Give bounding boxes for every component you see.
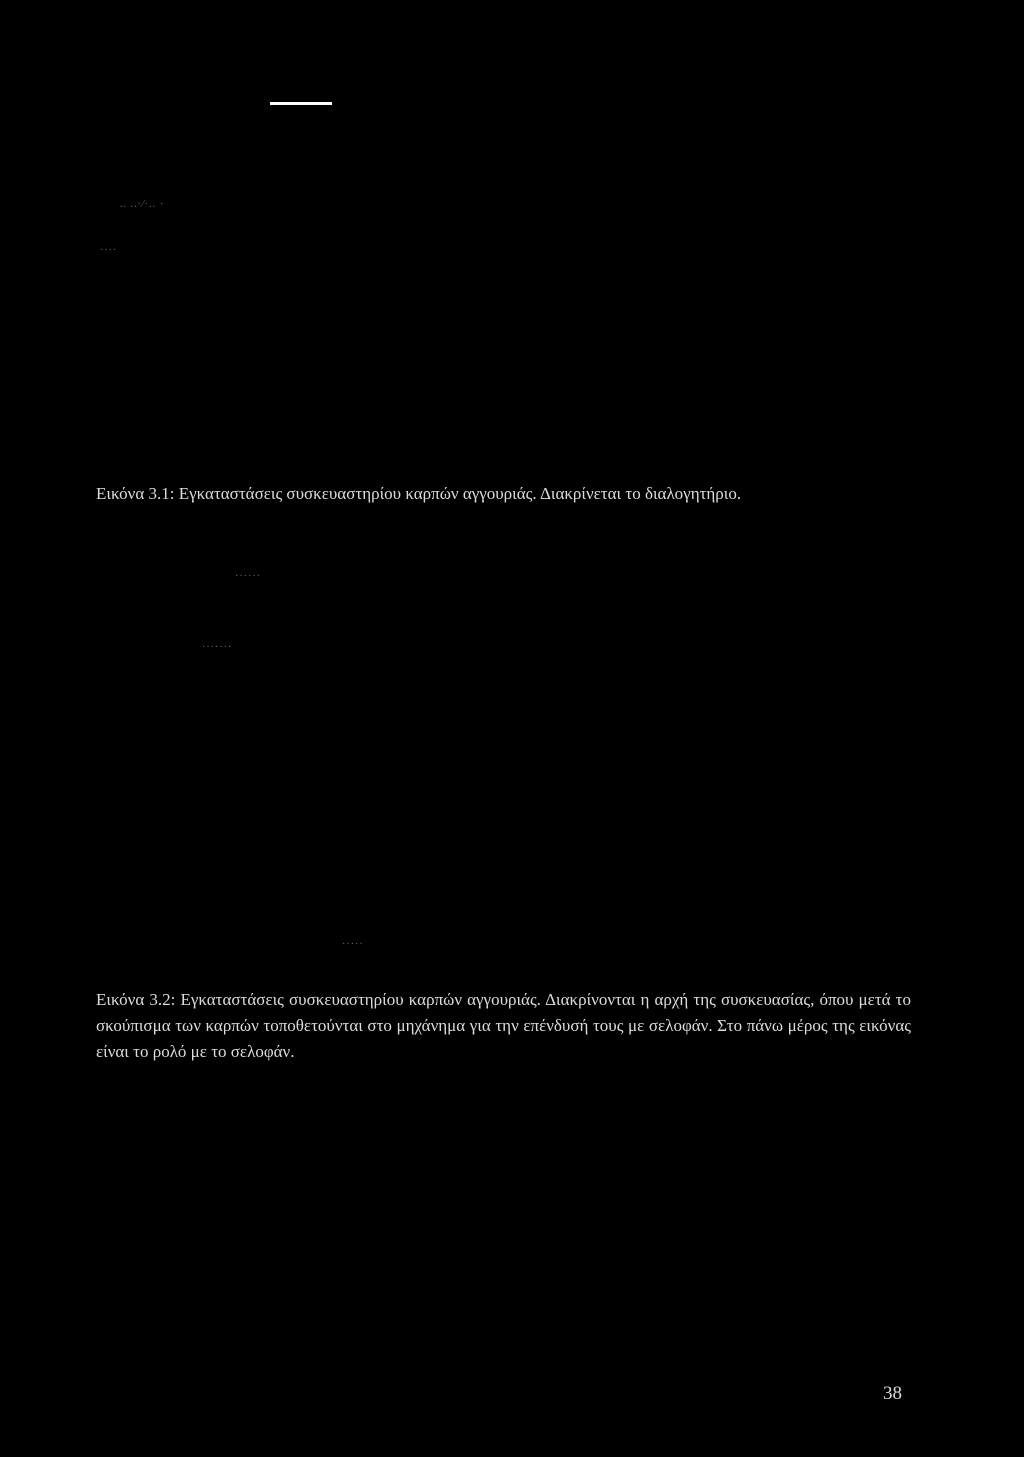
scan-noise: ······· [202,642,233,653]
scan-noise: ···· [100,245,118,256]
scan-mark [270,102,332,105]
scan-noise: .. ..·⁄·‥ · [120,199,165,210]
page-number: 38 [883,1383,902,1404]
figure-1-photo [0,0,1024,475]
scan-noise: ····· [342,939,364,950]
figure-2-caption: Εικόνα 3.2: Εγκαταστάσεις συσκευαστηρίου καρπών αγγουριάς. Διακρίνονται η αρχή της συσκευασίας, όπου μετά το σκούπισμα των καρπών τοποθετούνται στο μηχάνημα για την επένδυσή τους με σελοφάν. Στο πάνω μέρος της εικόνας είναι το ρολό με το σελοφάν. [96,990,911,1061]
scan-noise: ······ [235,571,261,582]
figure-2-photo [0,510,1024,980]
figure-1-caption: Εικόνα 3.1: Εγκαταστάσεις συσκευαστηρίου καρπών αγγουριάς. Διακρίνεται το διαλογητήριο. [96,484,742,503]
